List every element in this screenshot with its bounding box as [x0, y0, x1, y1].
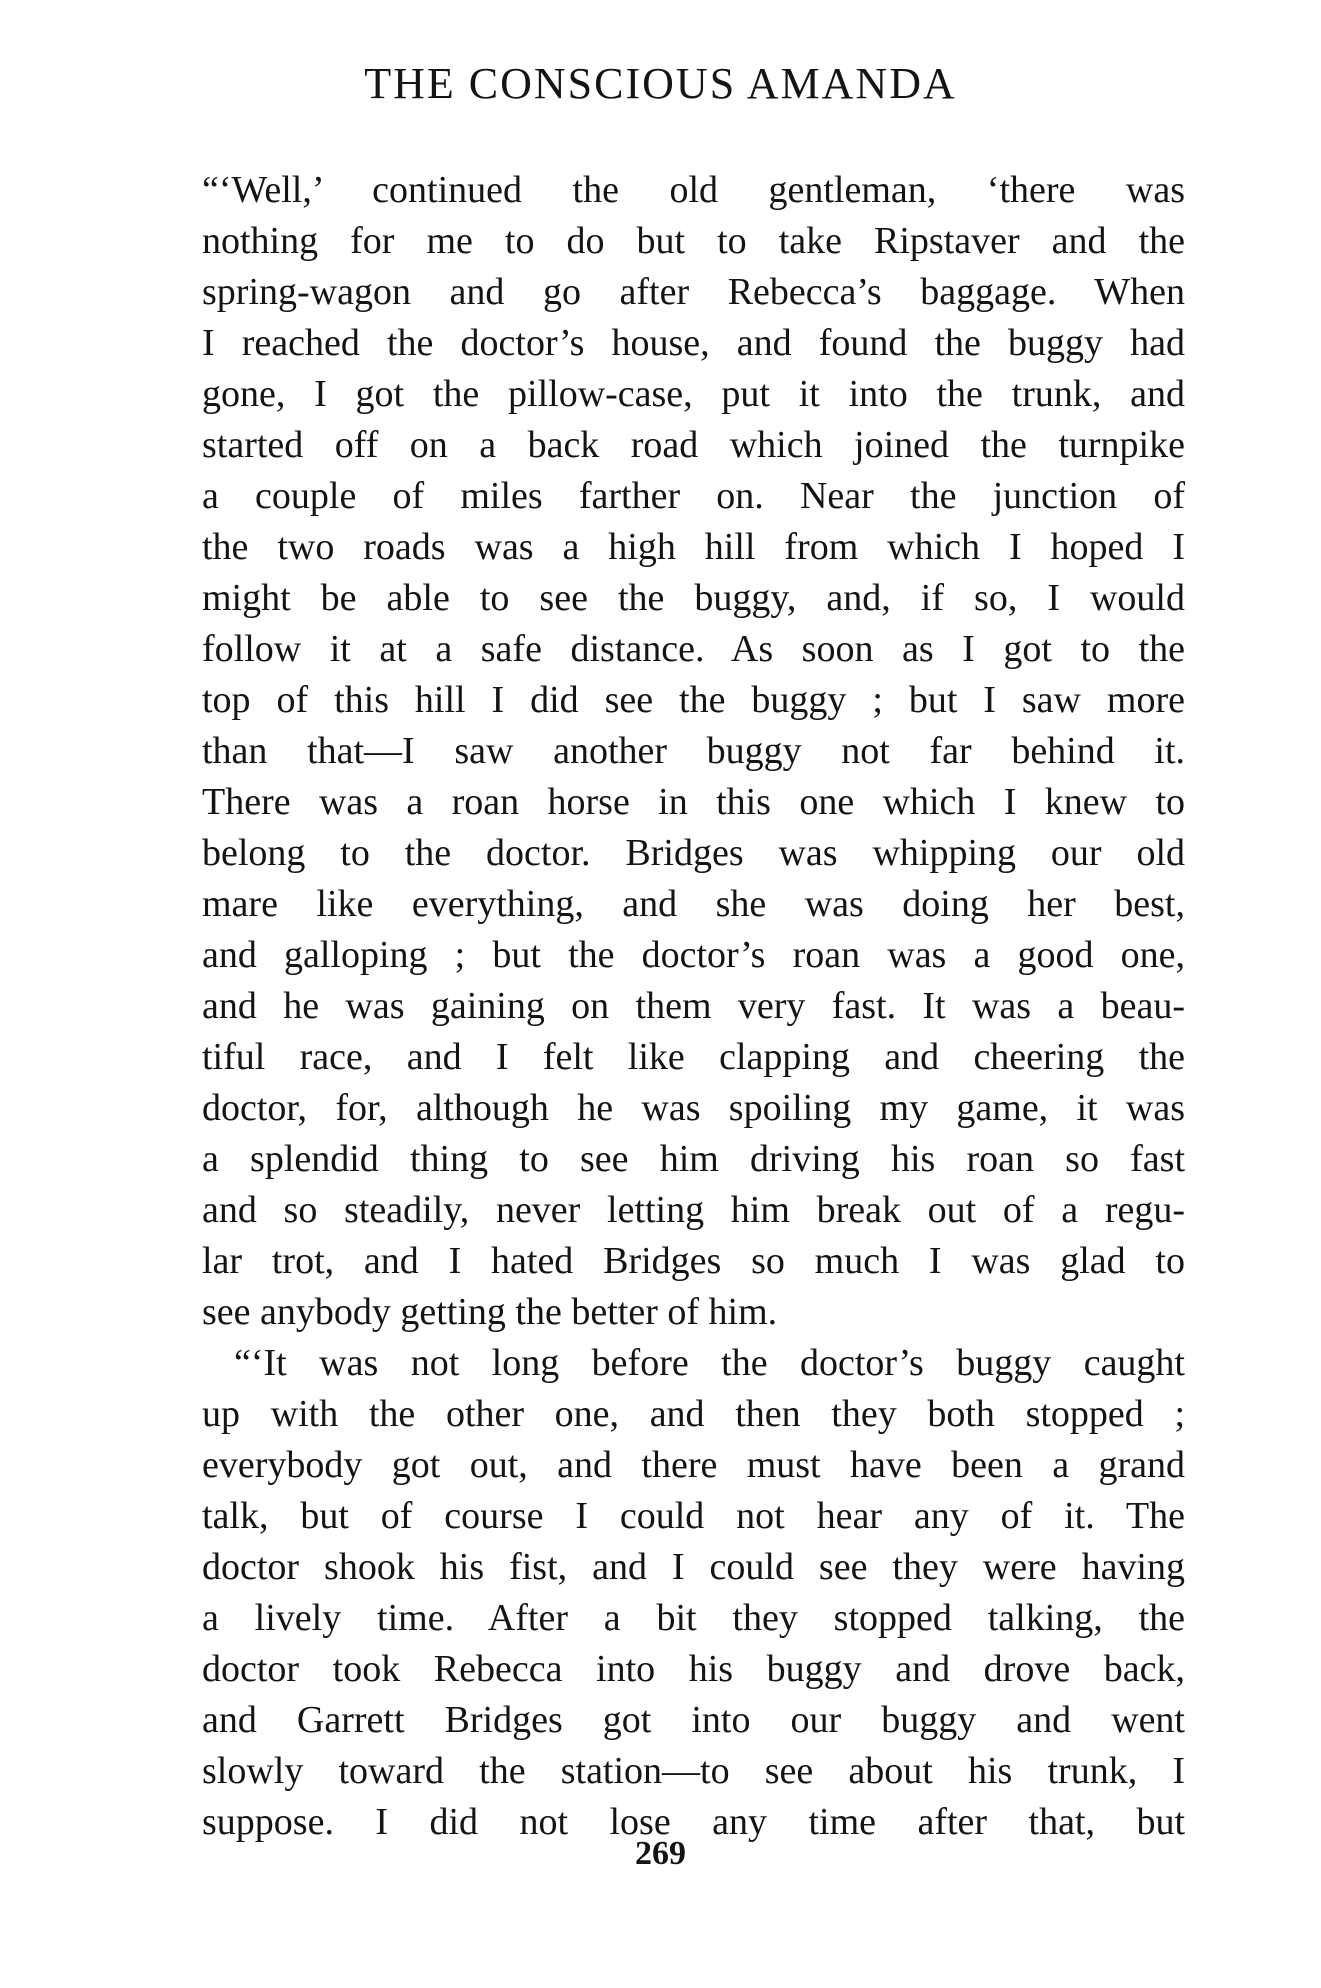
paragraph-1: [202, 165, 1185, 1338]
text-line: suppose. I did not lose any time after that, but: [202, 1801, 1185, 1843]
text-line: mare like everything, and she was doing her best,: [202, 883, 1185, 925]
text-line: tiful race, and I felt like clapping and cheering the: [202, 1036, 1185, 1078]
text-line: started off on a back road which joined the turnpike: [202, 424, 1185, 466]
text-line: belong to the doctor. Bridges was whipping our old: [202, 832, 1185, 874]
text-line: talk, but of course I could not hear any of it. The: [202, 1495, 1185, 1537]
text-line: and so steadily, never letting him break out of a regu-: [202, 1189, 1185, 1231]
text-line: spring-wagon and go after Rebecca’s baggage. When: [202, 271, 1185, 313]
text-line: up with the other one, and then they both stopped ;: [202, 1393, 1185, 1435]
page-number: 269: [635, 1835, 686, 1872]
text-line: doctor, for, although he was spoiling my game, it was: [202, 1087, 1185, 1129]
body-text: [202, 165, 1185, 1848]
text-line: “‘Well,’ continued the old gentleman, ‘there was: [202, 169, 1185, 211]
text-line: I reached the doctor’s house, and found the buggy had: [202, 322, 1185, 364]
text-line: doctor took Rebecca into his buggy and drove back,: [202, 1648, 1185, 1690]
text-line: follow it at a safe distance. As soon as I got to the: [202, 628, 1185, 670]
text-line: top of this hill I did see the buggy ; but I saw more: [202, 679, 1185, 721]
text-line: a splendid thing to see him driving his roan so fast: [202, 1138, 1185, 1180]
text-line: and galloping ; but the doctor’s roan was a good one,: [202, 934, 1185, 976]
paragraph-2: [202, 1338, 1185, 1848]
text-line: than that—I saw another buggy not far behind it.: [202, 730, 1185, 772]
text-line: the two roads was a high hill from which I hoped I: [202, 526, 1185, 568]
text-line: “‘It was not long before the doctor’s buggy caught: [234, 1342, 1185, 1384]
running-head: THE CONSCIOUS AMANDA: [364, 59, 957, 108]
text-line: nothing for me to do but to take Ripstaver and the: [202, 220, 1185, 262]
text-line: lar trot, and I hated Bridges so much I was glad to: [202, 1240, 1185, 1282]
text-line: and Garrett Bridges got into our buggy and went: [202, 1699, 1185, 1741]
text-line: everybody got out, and there must have been a grand: [202, 1444, 1185, 1486]
text-line: see anybody getting the better of him.: [202, 1291, 778, 1333]
text-line: might be able to see the buggy, and, if so, I would: [202, 577, 1185, 619]
text-line: There was a roan horse in this one which I knew to: [202, 781, 1185, 823]
text-line: slowly toward the station—to see about his trunk, I: [202, 1750, 1185, 1792]
text-line: a lively time. After a bit they stopped talking, the: [202, 1597, 1185, 1639]
text-line: gone, I got the pillow-case, put it into the trunk, and: [202, 373, 1185, 415]
text-line: and he was gaining on them very fast. It was a beau-: [202, 985, 1185, 1027]
text-line: a couple of miles farther on. Near the junction of: [202, 475, 1185, 517]
text-line: doctor shook his fist, and I could see they were having: [202, 1546, 1185, 1588]
